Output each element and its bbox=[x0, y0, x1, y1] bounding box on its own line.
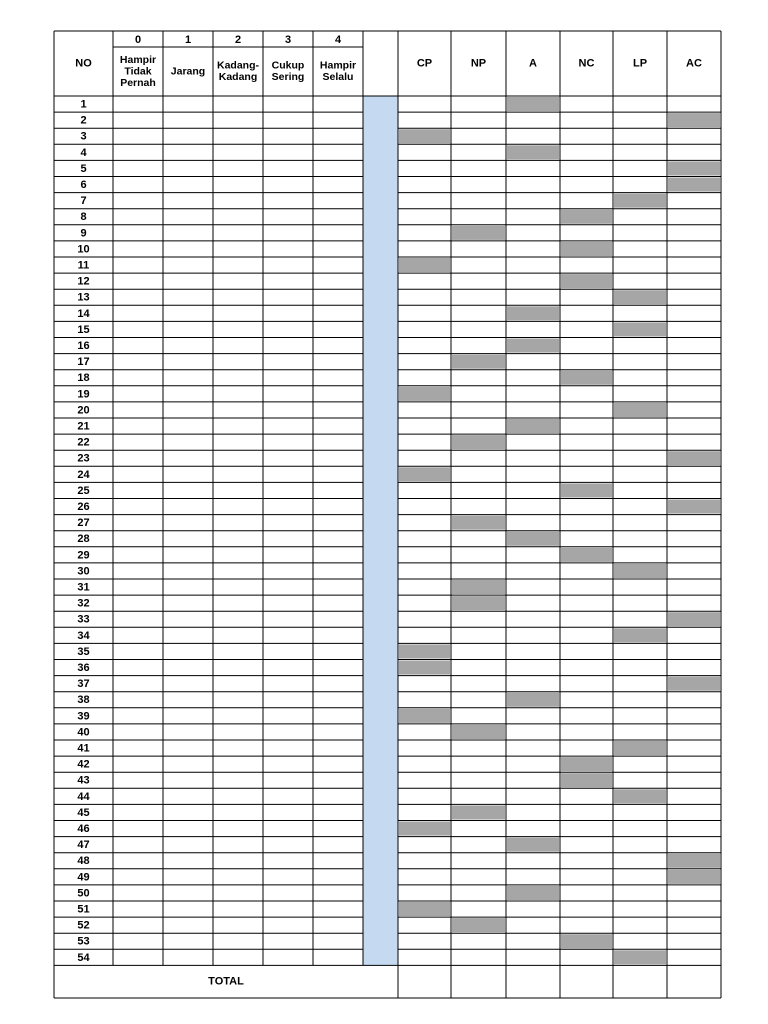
row-number: 53 bbox=[77, 935, 90, 948]
row-number: 26 bbox=[77, 500, 90, 513]
row-number: 24 bbox=[77, 468, 90, 481]
row-number: 43 bbox=[77, 774, 90, 787]
scale-label: Pernah bbox=[120, 76, 156, 89]
row-number: 6 bbox=[80, 178, 87, 191]
shaded-key-cell bbox=[614, 403, 666, 417]
row-number: 48 bbox=[77, 855, 90, 868]
shaded-key-cell bbox=[507, 532, 559, 546]
shaded-key-cell bbox=[668, 113, 720, 127]
shaded-key-cell bbox=[507, 306, 559, 320]
row-number: 45 bbox=[77, 806, 90, 819]
row-number: 5 bbox=[80, 162, 87, 175]
shaded-key-cell bbox=[507, 886, 559, 900]
shaded-key-cell bbox=[561, 548, 612, 562]
shaded-key-cell bbox=[399, 387, 450, 401]
row-number: 29 bbox=[77, 549, 90, 562]
row-number: 36 bbox=[77, 661, 90, 674]
shaded-key-cell bbox=[452, 725, 505, 739]
row-number: 3 bbox=[80, 130, 87, 143]
row-number: 35 bbox=[77, 645, 90, 658]
shaded-key-cell bbox=[507, 339, 559, 353]
row-number: 33 bbox=[77, 613, 90, 626]
scale-label: Jarang bbox=[170, 65, 206, 78]
shaded-key-cell bbox=[507, 419, 559, 433]
row-number: 19 bbox=[77, 388, 90, 401]
shaded-key-cell bbox=[614, 741, 666, 755]
shaded-key-cell bbox=[399, 902, 450, 916]
shaded-key-cell bbox=[668, 500, 720, 514]
shaded-key-cell bbox=[452, 918, 505, 932]
row-number: 42 bbox=[77, 758, 90, 771]
score-value: 3 bbox=[284, 33, 292, 46]
shaded-key-cell bbox=[452, 805, 505, 819]
row-number: 34 bbox=[77, 629, 90, 642]
row-number: 4 bbox=[80, 146, 87, 159]
shaded-key-cell bbox=[668, 677, 720, 691]
category-header: LP bbox=[632, 57, 648, 70]
shaded-key-cell bbox=[507, 693, 559, 707]
row-number: 54 bbox=[77, 951, 90, 964]
row-number: 32 bbox=[77, 597, 90, 610]
row-number: 39 bbox=[77, 710, 90, 723]
category-header: AC bbox=[686, 57, 702, 70]
shaded-key-cell bbox=[452, 516, 505, 530]
row-number: 28 bbox=[77, 533, 90, 546]
shaded-key-cell bbox=[561, 210, 612, 224]
row-number: 47 bbox=[77, 839, 90, 852]
shaded-key-cell bbox=[452, 355, 505, 369]
score-value: 1 bbox=[184, 33, 192, 46]
shaded-key-cell bbox=[561, 757, 612, 771]
scale-label: Hampir bbox=[319, 59, 357, 72]
scale-label: Kadang- bbox=[217, 59, 259, 72]
category-header: NC bbox=[578, 57, 595, 70]
row-number: 9 bbox=[80, 227, 87, 240]
shaded-key-cell bbox=[507, 97, 559, 111]
row-number: 16 bbox=[77, 339, 90, 352]
shaded-key-cell bbox=[561, 274, 612, 288]
shaded-key-cell bbox=[561, 242, 612, 256]
shaded-key-cell bbox=[668, 161, 720, 175]
scale-label: Cukup bbox=[271, 59, 305, 72]
shaded-key-cell bbox=[452, 226, 505, 240]
shaded-key-cell bbox=[399, 709, 450, 723]
shaded-key-cell bbox=[614, 628, 666, 642]
row-number: 7 bbox=[80, 195, 87, 208]
shaded-key-cell bbox=[507, 838, 559, 852]
row-number: 12 bbox=[77, 275, 90, 288]
shaded-key-cell bbox=[561, 934, 612, 948]
shaded-key-cell bbox=[614, 322, 666, 336]
shaded-key-cell bbox=[668, 870, 720, 884]
shaded-key-cell bbox=[507, 145, 559, 159]
shaded-key-cell bbox=[668, 612, 720, 626]
shaded-key-cell bbox=[614, 290, 666, 304]
shaded-key-cell bbox=[452, 596, 505, 610]
row-number: 20 bbox=[77, 404, 90, 417]
row-number: 51 bbox=[77, 903, 90, 916]
row-number: 31 bbox=[77, 581, 90, 594]
row-number: 22 bbox=[77, 436, 90, 449]
row-number: 1 bbox=[80, 98, 87, 111]
scale-label: Selalu bbox=[322, 71, 354, 84]
row-number: 44 bbox=[77, 790, 90, 803]
row-number: 11 bbox=[77, 259, 90, 272]
shaded-key-cell bbox=[668, 451, 720, 465]
shaded-key-cell bbox=[614, 789, 666, 803]
separator-column bbox=[363, 96, 398, 965]
row-number: 8 bbox=[80, 211, 87, 224]
category-header: NP bbox=[470, 57, 487, 70]
shaded-key-cell bbox=[452, 580, 505, 594]
shaded-key-cell bbox=[399, 467, 450, 481]
score-value: 4 bbox=[334, 33, 342, 46]
category-header: A bbox=[529, 57, 537, 70]
score-value: 2 bbox=[234, 33, 242, 46]
score-value: 0 bbox=[134, 33, 142, 46]
row-number: 52 bbox=[77, 919, 90, 932]
shaded-key-cell bbox=[614, 950, 666, 964]
row-number: 21 bbox=[77, 420, 90, 433]
shaded-key-cell bbox=[561, 483, 612, 497]
shaded-key-cell bbox=[668, 854, 720, 868]
total-label: TOTAL bbox=[208, 975, 244, 988]
shaded-key-cell bbox=[668, 178, 720, 192]
row-number: 13 bbox=[77, 291, 90, 304]
row-number: 25 bbox=[77, 484, 90, 497]
row-number: 37 bbox=[77, 678, 90, 691]
shaded-key-cell bbox=[452, 435, 505, 449]
row-number: 23 bbox=[77, 452, 90, 465]
shaded-key-cell bbox=[399, 661, 450, 675]
scale-label: Tidak bbox=[124, 65, 152, 78]
row-number: 18 bbox=[77, 372, 90, 385]
row-number: 30 bbox=[77, 565, 90, 578]
scale-label: Sering bbox=[271, 71, 305, 84]
category-header: CP bbox=[416, 57, 433, 70]
no-header: NO bbox=[75, 57, 92, 70]
shaded-key-cell bbox=[614, 194, 666, 208]
shaded-key-cell bbox=[399, 822, 450, 836]
row-number: 14 bbox=[77, 307, 90, 320]
row-number: 10 bbox=[77, 243, 90, 256]
row-number: 41 bbox=[77, 742, 90, 755]
shaded-key-cell bbox=[399, 129, 450, 143]
row-number: 50 bbox=[77, 887, 90, 900]
row-number: 40 bbox=[77, 726, 90, 739]
row-number: 46 bbox=[77, 822, 90, 835]
shaded-key-cell bbox=[399, 258, 450, 272]
shaded-key-cell bbox=[561, 371, 612, 385]
shaded-key-cell bbox=[561, 773, 612, 787]
shaded-key-cell bbox=[614, 564, 666, 578]
scale-label: Hampir bbox=[119, 53, 157, 66]
scale-label: Kadang bbox=[218, 71, 258, 84]
row-number: 49 bbox=[77, 871, 90, 884]
row-number: 15 bbox=[77, 323, 90, 336]
row-number: 27 bbox=[77, 517, 90, 530]
shaded-key-cell bbox=[399, 644, 450, 658]
row-number: 38 bbox=[77, 694, 90, 707]
row-number: 17 bbox=[77, 356, 90, 369]
row-number: 2 bbox=[80, 114, 87, 127]
